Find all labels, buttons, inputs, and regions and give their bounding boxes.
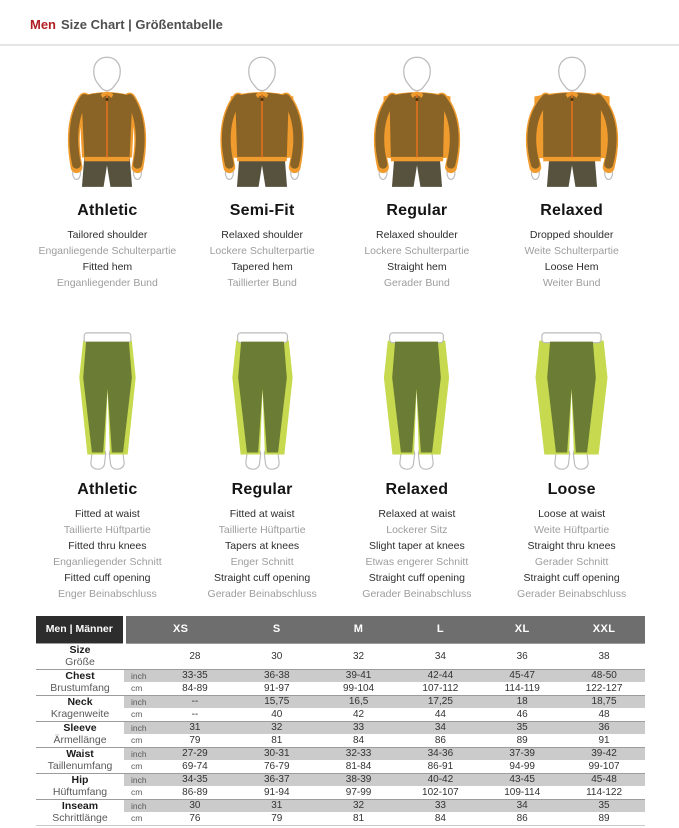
- measurement-label-cell: [36, 799, 124, 825]
- unit-cell: cm: [131, 787, 143, 798]
- table-row: [36, 760, 645, 773]
- fit-description-en: Tapered hem: [231, 261, 293, 273]
- pants-figure: [209, 327, 316, 473]
- value-cell: 91-94: [263, 786, 290, 798]
- fit-description-en: Straight thru knees: [527, 540, 616, 552]
- fit-description-en: Straight cuff opening: [523, 572, 620, 584]
- table-row: [36, 669, 645, 682]
- value-cell: 99-107: [588, 760, 620, 772]
- value-cell: 86-91: [427, 760, 454, 772]
- value-cell: 27-29: [154, 747, 236, 760]
- value-cell: 33-35: [154, 669, 236, 682]
- measurement-label-de: Hüftumfang: [52, 786, 108, 798]
- jacket-figure: [53, 54, 161, 194]
- value-cell: 38: [598, 650, 610, 662]
- unit-cell: [124, 643, 154, 669]
- measurement-label-cell: [36, 721, 124, 747]
- value-cell: 33: [399, 799, 481, 812]
- table-row: [36, 695, 645, 708]
- value-cell: 16,5: [318, 695, 400, 708]
- pants-figure: [518, 327, 625, 473]
- value-cell: 81: [271, 734, 283, 746]
- measurement-label-en: Waist: [66, 747, 94, 760]
- value-cell: 15,75: [236, 695, 318, 708]
- table-header-row: [36, 616, 645, 643]
- value-cell: 76: [189, 812, 201, 824]
- value-cell: 32: [353, 650, 365, 662]
- measurement-label-de: Ärmellänge: [53, 734, 107, 746]
- value-cell: 109-114: [504, 786, 541, 798]
- fit-description-en: Fitted at waist: [229, 508, 295, 520]
- table-row: [36, 682, 645, 695]
- size-column-header: S: [236, 616, 318, 643]
- fit-description-en: Fitted at waist: [74, 508, 140, 520]
- value-cell: 107-112: [422, 682, 459, 694]
- value-cell: 76-79: [263, 760, 290, 772]
- fit-title: Loose: [547, 481, 596, 498]
- table-corner-cell: Men | Männer: [36, 616, 124, 643]
- unit-cell: cm: [131, 761, 143, 772]
- value-cell: 81-84: [345, 760, 372, 772]
- fit-description-de: Enganliegende Schulterpartie: [38, 245, 177, 257]
- page-header: [0, 0, 679, 46]
- fit-description-de: Enganliegender Schnitt: [53, 556, 162, 568]
- value-cell: 39-41: [318, 669, 400, 682]
- value-cell: 39-42: [563, 747, 645, 760]
- value-cell: 31: [154, 721, 236, 734]
- fit-description-de: Taillierte Hüftpartie: [63, 524, 151, 536]
- pants-fit-column: [340, 327, 495, 602]
- fit-description-de: Weiter Bund: [542, 277, 601, 289]
- unit-cell: cm: [131, 813, 143, 824]
- value-cell: 32: [318, 799, 400, 812]
- measurement-label-de: Schrittlänge: [52, 812, 108, 824]
- measurement-label-de: Brustumfang: [50, 682, 110, 694]
- fit-description-de: Enger Schnitt: [230, 556, 294, 568]
- fit-description-en: Fitted thru knees: [68, 540, 147, 552]
- fit-description-de: Lockere Schulterpartie: [209, 245, 315, 257]
- value-cell: 34: [481, 799, 563, 812]
- table-row: [36, 721, 645, 734]
- fit-title: Regular: [231, 481, 293, 498]
- fit-description-en: Tapers at knees: [225, 540, 300, 552]
- value-cell: 36: [516, 650, 528, 662]
- size-column-header: XXL: [563, 616, 645, 643]
- table-row: [36, 747, 645, 760]
- jacket-fit-column: [185, 54, 340, 291]
- value-cell: 32: [236, 721, 318, 734]
- pants-fits-section: [30, 327, 649, 602]
- pants-fit-column: [185, 327, 340, 602]
- value-cell: 36: [563, 721, 645, 734]
- size-table-wrap: [36, 616, 645, 826]
- value-cell: 102-107: [422, 786, 459, 798]
- jacket-figure: [208, 54, 316, 194]
- table-row: [36, 786, 645, 799]
- pants-fit-column: [30, 327, 185, 602]
- value-cell: 17,25: [399, 695, 481, 708]
- fit-description-en: Straight cuff opening: [214, 572, 311, 584]
- unit-cell: inch: [124, 773, 154, 786]
- value-cell: 44: [434, 708, 446, 720]
- value-cell: 32-33: [318, 747, 400, 760]
- value-cell: 81: [353, 812, 365, 824]
- value-cell: 114-122: [586, 786, 623, 798]
- fit-description-en: Relaxed at waist: [378, 508, 456, 520]
- value-cell: 33: [318, 721, 400, 734]
- value-cell: 84: [353, 734, 365, 746]
- fit-description-de: Enganliegender Bund: [56, 277, 158, 289]
- measurement-label-en: Inseam: [61, 799, 99, 812]
- value-cell: 84-89: [182, 682, 208, 694]
- fit-description-de: Gerader Beinabschluss: [517, 588, 627, 600]
- pants-figure: [54, 327, 161, 473]
- fit-description-en: Fitted hem: [82, 261, 133, 273]
- fit-title: Athletic: [77, 202, 138, 219]
- measurement-label-en: Neck: [67, 695, 93, 708]
- measurement-group: [36, 773, 645, 799]
- measurement-label-en: Size: [69, 643, 91, 656]
- fit-description-de: Taillierte Hüftpartie: [218, 524, 306, 536]
- jacket-fit-column: [30, 54, 185, 291]
- fit-description-en: Relaxed shoulder: [376, 229, 458, 241]
- jacket-fit-column: [494, 54, 649, 291]
- fit-description-de: Lockere Schulterpartie: [364, 245, 470, 257]
- measurement-label-de: Taillenumfang: [47, 760, 113, 772]
- measurement-group: [36, 799, 645, 825]
- jacket-figure: [363, 54, 471, 194]
- size-column-header: XL: [481, 616, 563, 643]
- measurement-label-de: Größe: [65, 656, 95, 668]
- value-cell: 30: [271, 650, 283, 662]
- value-cell: 34: [399, 721, 481, 734]
- value-cell: 91-97: [263, 682, 290, 694]
- value-cell: 79: [271, 812, 283, 824]
- fit-description-en: Relaxed shoulder: [221, 229, 303, 241]
- value-cell: 40-42: [399, 773, 481, 786]
- jacket-fits-section: [30, 54, 649, 291]
- value-cell: 42: [353, 708, 365, 720]
- value-cell: 89: [598, 812, 610, 824]
- value-cell: 122-127: [585, 682, 623, 694]
- measurement-label-cell: [36, 669, 124, 695]
- value-cell: 45-48: [563, 773, 645, 786]
- measurement-label-cell: [36, 747, 124, 773]
- fit-description-en: Loose Hem: [544, 261, 599, 273]
- value-cell: 79: [189, 734, 201, 746]
- fit-description-de: Gerader Schnitt: [534, 556, 609, 568]
- fit-description-en: Tailored shoulder: [67, 229, 148, 241]
- measurement-label-cell: [36, 643, 124, 669]
- jacket-figure: [518, 54, 626, 194]
- fit-description-de: Taillierter Bund: [227, 277, 297, 289]
- fit-description-en: Dropped shoulder: [529, 229, 614, 241]
- value-cell: 99-104: [342, 682, 375, 694]
- value-cell: 18: [481, 695, 563, 708]
- value-cell: 37-39: [481, 747, 563, 760]
- measurement-group: [36, 695, 645, 721]
- fit-title: Relaxed: [385, 481, 449, 498]
- fit-description-en: Slight taper at knees: [369, 540, 465, 552]
- pants-figure: [363, 327, 470, 473]
- measurement-label-en: Sleeve: [63, 721, 97, 734]
- fit-title: Regular: [386, 202, 448, 219]
- pants-fit-column: [494, 327, 649, 602]
- unit-cell: cm: [131, 683, 143, 694]
- fit-description-de: Gerader Beinabschluss: [207, 588, 317, 600]
- value-cell: 38-39: [318, 773, 400, 786]
- value-cell: 36-37: [236, 773, 318, 786]
- fit-description-en: Straight cuff opening: [368, 572, 465, 584]
- table-row: [36, 773, 645, 786]
- fit-description-de: Gerader Beinabschluss: [362, 588, 472, 600]
- value-cell: 36-38: [236, 669, 318, 682]
- fit-description-de: Etwas engerer Schnitt: [365, 556, 469, 568]
- value-cell: 69-74: [182, 760, 208, 772]
- table-row: [36, 734, 645, 747]
- value-cell: 94-99: [509, 760, 535, 772]
- fit-title: Semi-Fit: [229, 202, 295, 219]
- measurement-label-en: Chest: [65, 669, 95, 682]
- measurement-group: [36, 747, 645, 773]
- value-cell: 30: [154, 799, 236, 812]
- fit-description-de: Enger Beinabschluss: [58, 588, 157, 600]
- unit-cell: inch: [124, 747, 154, 760]
- measurement-group: [36, 721, 645, 747]
- measurement-group: [36, 643, 645, 669]
- value-cell: 45-47: [481, 669, 563, 682]
- value-cell: 43-45: [481, 773, 563, 786]
- fit-description-de: Weite Schulterpartie: [524, 245, 619, 257]
- unit-cell: cm: [131, 709, 143, 720]
- jacket-fit-column: [340, 54, 495, 291]
- value-cell: 40: [271, 708, 283, 720]
- value-cell: 28: [189, 650, 201, 662]
- value-cell: 89: [516, 734, 528, 746]
- size-column-header: L: [399, 616, 481, 643]
- measurement-label-cell: [36, 773, 124, 799]
- value-cell: 91: [598, 734, 610, 746]
- value-cell: 42-44: [399, 669, 481, 682]
- fit-title: Relaxed: [540, 202, 604, 219]
- size-table: [36, 616, 645, 826]
- size-column-header: M: [318, 616, 400, 643]
- value-cell: --: [154, 695, 236, 708]
- table-row: [36, 812, 645, 825]
- value-cell: 97-99: [345, 786, 372, 798]
- page-title: Size Chart | Größentabelle: [61, 17, 223, 32]
- value-cell: 114-119: [504, 682, 540, 694]
- measurement-label-cell: [36, 695, 124, 721]
- value-cell: 30-31: [236, 747, 318, 760]
- value-cell: 34-35: [154, 773, 236, 786]
- unit-cell: cm: [131, 735, 143, 746]
- value-cell: 34-36: [399, 747, 481, 760]
- table-row: [36, 708, 645, 721]
- table-row: [36, 799, 645, 812]
- value-cell: 35: [481, 721, 563, 734]
- value-cell: 31: [236, 799, 318, 812]
- size-column-header: XS: [124, 616, 236, 643]
- unit-cell: inch: [124, 695, 154, 708]
- value-cell: 34: [434, 650, 446, 662]
- value-cell: 86: [434, 734, 446, 746]
- fit-description-de: Gerader Bund: [383, 277, 450, 289]
- unit-cell: inch: [124, 669, 154, 682]
- value-cell: 84: [434, 812, 446, 824]
- value-cell: 48-50: [563, 669, 645, 682]
- value-cell: --: [191, 708, 199, 720]
- fit-description-de: Weite Hüftpartie: [534, 524, 610, 536]
- measurement-group: [36, 669, 645, 695]
- fit-description-de: Lockerer Sitz: [386, 524, 448, 536]
- fit-description-en: Straight hem: [387, 261, 447, 273]
- unit-cell: inch: [124, 721, 154, 734]
- value-cell: 46: [516, 708, 528, 720]
- measurement-label-de: Kragenweite: [50, 708, 110, 720]
- fit-description-en: Loose at waist: [538, 508, 606, 520]
- value-cell: 18,75: [563, 695, 645, 708]
- value-cell: 86: [516, 812, 528, 824]
- measurement-label-en: Hip: [71, 773, 89, 786]
- table-row: [36, 643, 645, 669]
- unit-cell: inch: [124, 799, 154, 812]
- value-cell: 35: [563, 799, 645, 812]
- fit-title: Athletic: [77, 481, 138, 498]
- value-cell: 48: [598, 708, 610, 720]
- value-cell: 86-89: [182, 786, 208, 798]
- fit-description-en: Fitted cuff opening: [64, 572, 151, 584]
- gender-label: Men: [30, 17, 56, 32]
